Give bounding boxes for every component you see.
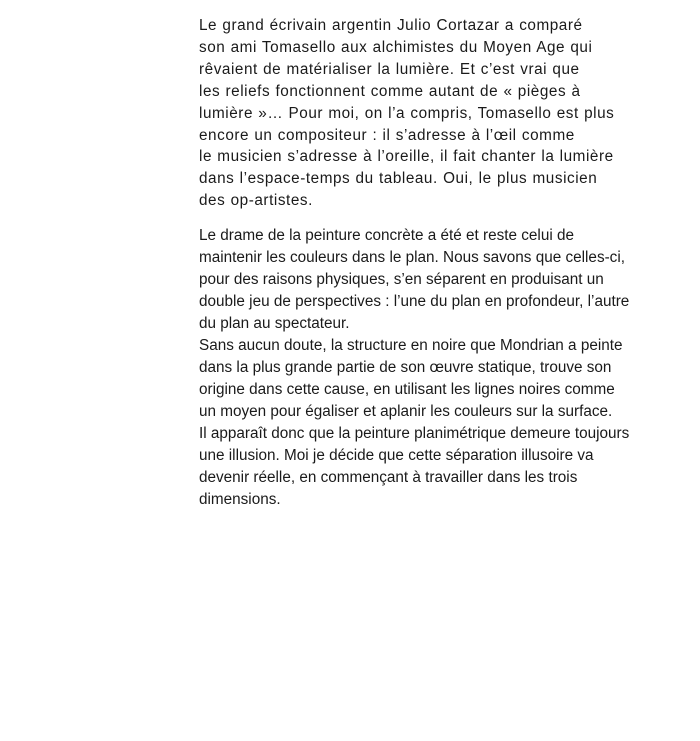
text-line: les reliefs fonctionnent comme autant de « pièges à [199,82,581,100]
paragraph-cortazar [199,15,614,212]
text-line: des op-artistes. [199,192,313,210]
text-line: maintenir les couleurs dans le plan. Nous savons que celles-ci, [199,248,625,266]
paragraph-planimetric [199,423,629,511]
text-line: rêvaient de matérialiser la lumière. Et c’est vrai que [199,60,580,78]
text-line: Le grand écrivain argentin Julio Cortazar a comparé [199,17,583,34]
text-line: du plan au spectateur. [199,314,350,332]
text-line: double jeu de perspectives : l’une du plan en profondeur, l’autre [199,292,630,310]
text-line: Sans aucun doute, la structure en noire que Mondrian a peinte [199,337,623,354]
text-line: pour des raisons physiques, s’en séparent en produisant un [199,270,604,288]
text-line: dans l’espace-temps du tableau. Oui, le plus musicien [199,170,598,188]
text-line: son ami Tomasello aux alchimistes du Moyen Age qui [199,38,593,56]
text-line: dans la plus grande partie de son œuvre statique, trouve son [199,358,612,376]
text-line: un moyen pour égaliser et aplanir les couleurs sur la surface. [199,402,613,420]
text-line: lumière »… Pour moi, on l’a compris, Tomasello est plus [199,104,615,122]
text-line: devenir réelle, en commençant à travailler dans les trois [199,468,578,486]
text-line: le musicien s’adresse à l’oreille, il fait chanter la lumière [199,148,614,166]
text-line: Le drame de la peinture concrète a été et reste celui de [199,227,575,244]
text-line: origine dans cette cause, en utilisant les lignes noires comme [199,380,615,398]
paragraph-concrete-painting [199,225,629,335]
text-line: dimensions. [199,490,281,508]
text-line: une illusion. Moi je décide que cette séparation illusoire va [199,446,594,464]
paragraph-mondrian [199,335,623,423]
text-line: encore un compositeur : il s’adresse à l’œil comme [199,126,575,144]
text-line: Il apparaît donc que la peinture planimétrique demeure toujours [199,425,630,442]
